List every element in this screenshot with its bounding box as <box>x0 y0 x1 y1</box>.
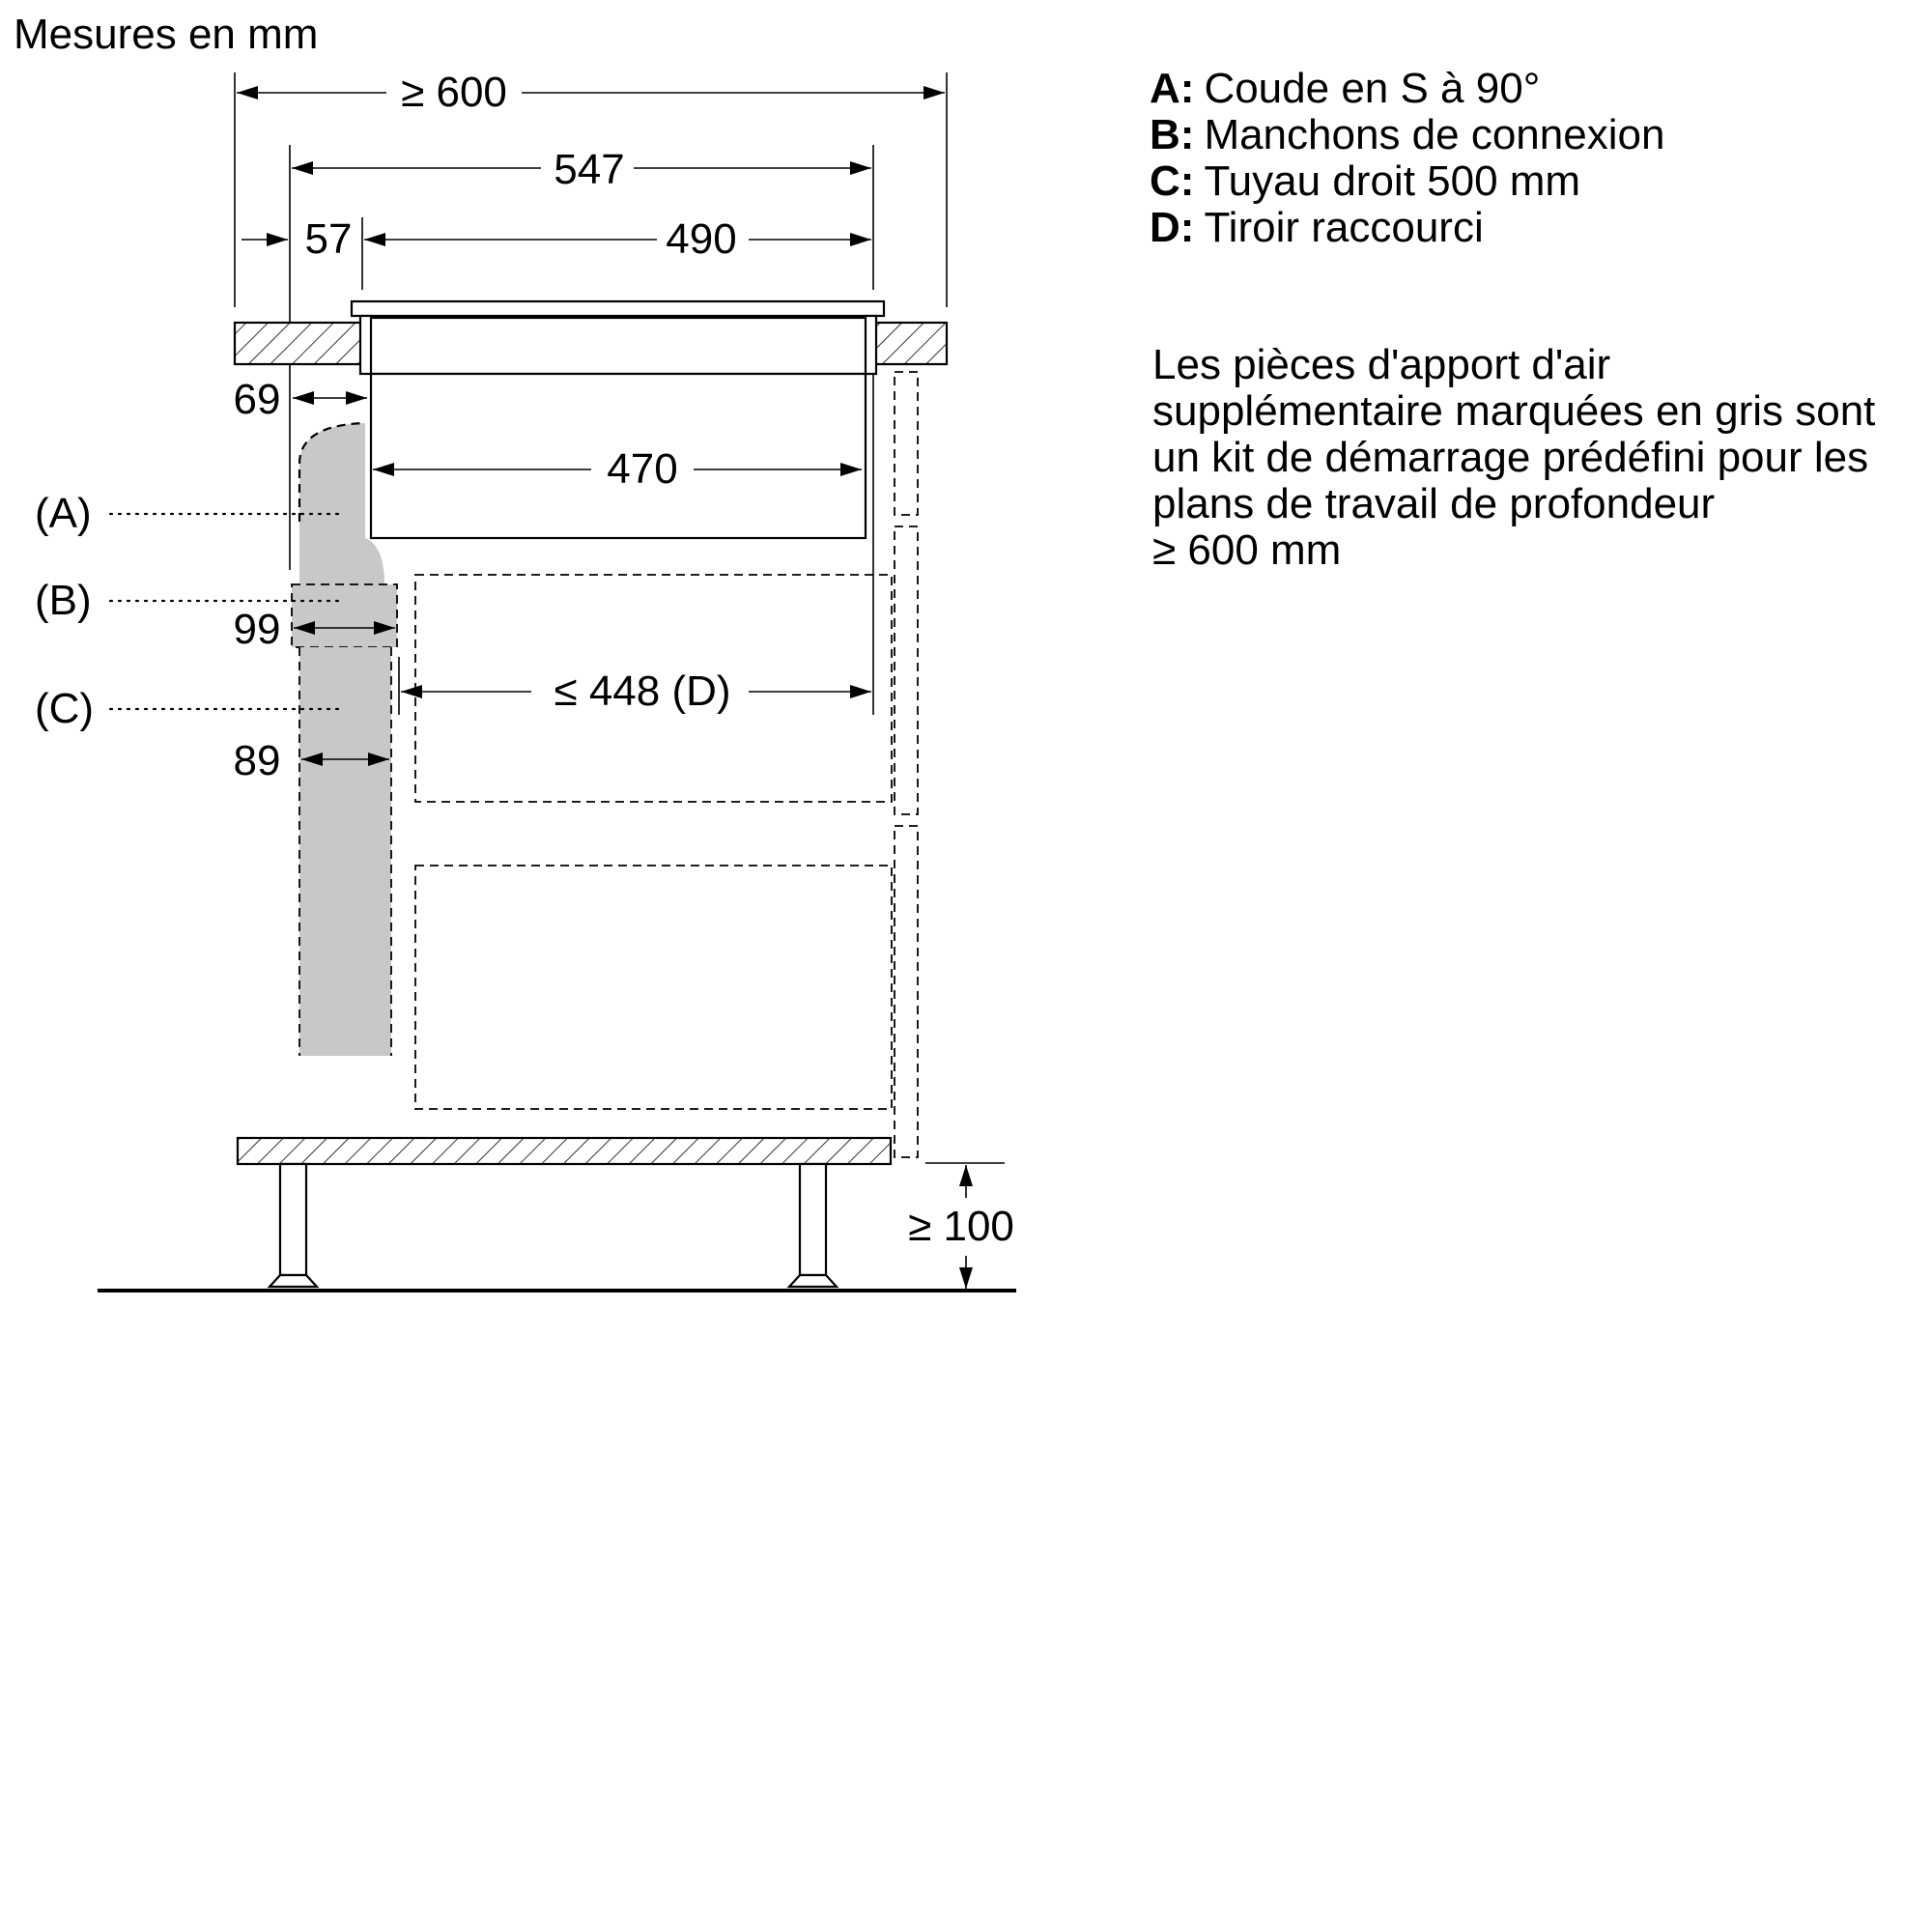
legend-item: B: Manchons de connexion <box>1150 111 1665 158</box>
dim-plinth-height <box>908 1163 1014 1289</box>
dim-hob-depth <box>292 146 871 193</box>
dim-overall-depth <box>237 69 945 116</box>
note-line: supplémentaire marquées en gris sont <box>1152 387 1876 435</box>
countertop-right <box>871 323 947 364</box>
drawer-lower <box>415 866 892 1109</box>
dim-cutout-label: 490 <box>666 215 737 263</box>
note-line: Les pièces d'apport d'air <box>1152 341 1611 388</box>
note-line: ≥ 600 mm <box>1152 526 1342 574</box>
page-title: Mesures en mm <box>14 11 319 58</box>
cabinet-base <box>238 1138 891 1164</box>
hob <box>352 301 884 538</box>
dim-offset <box>242 215 352 263</box>
callout-b-label: (B) <box>35 577 92 624</box>
callout-c-label: (C) <box>35 685 95 732</box>
dim-plinth-height-label: ≥ 100 <box>908 1203 1014 1250</box>
note <box>1152 341 1875 574</box>
note-line: un kit de démarrage prédéfini pour les <box>1152 434 1869 481</box>
legend-item: D: Tiroir raccourci <box>1150 204 1484 251</box>
plinth-leg-left <box>270 1164 317 1287</box>
note-line: plans de travail de profondeur <box>1152 480 1716 527</box>
dim-hob-depth-label: 547 <box>554 146 625 193</box>
countertop-left <box>235 323 365 364</box>
dim-duct-offset <box>234 376 367 423</box>
dim-drawer-depth-label: ≤ 448 (D) <box>554 668 731 715</box>
legend-item: A: Coude en S à 90° <box>1150 65 1541 112</box>
dim-overall-depth-label: ≥ 600 <box>401 69 507 116</box>
callout-a-label: (A) <box>35 490 92 537</box>
dim-sleeve-width-label: 99 <box>233 606 281 653</box>
callout-a <box>35 490 344 537</box>
plinth-leg-right <box>789 1164 837 1287</box>
legend <box>1150 65 1664 251</box>
dim-duct-offset-label: 69 <box>233 376 281 423</box>
cabinet-side <box>895 372 918 1157</box>
dim-offset-label: 57 <box>304 215 353 263</box>
dim-drawer-depth <box>399 657 871 715</box>
dim-cutout <box>364 215 871 263</box>
callout-c <box>35 685 344 732</box>
dim-unit-depth-label: 470 <box>607 445 678 493</box>
legend-item: C: Tuyau droit 500 mm <box>1150 157 1581 205</box>
dim-pipe-width-label: 89 <box>233 737 281 784</box>
